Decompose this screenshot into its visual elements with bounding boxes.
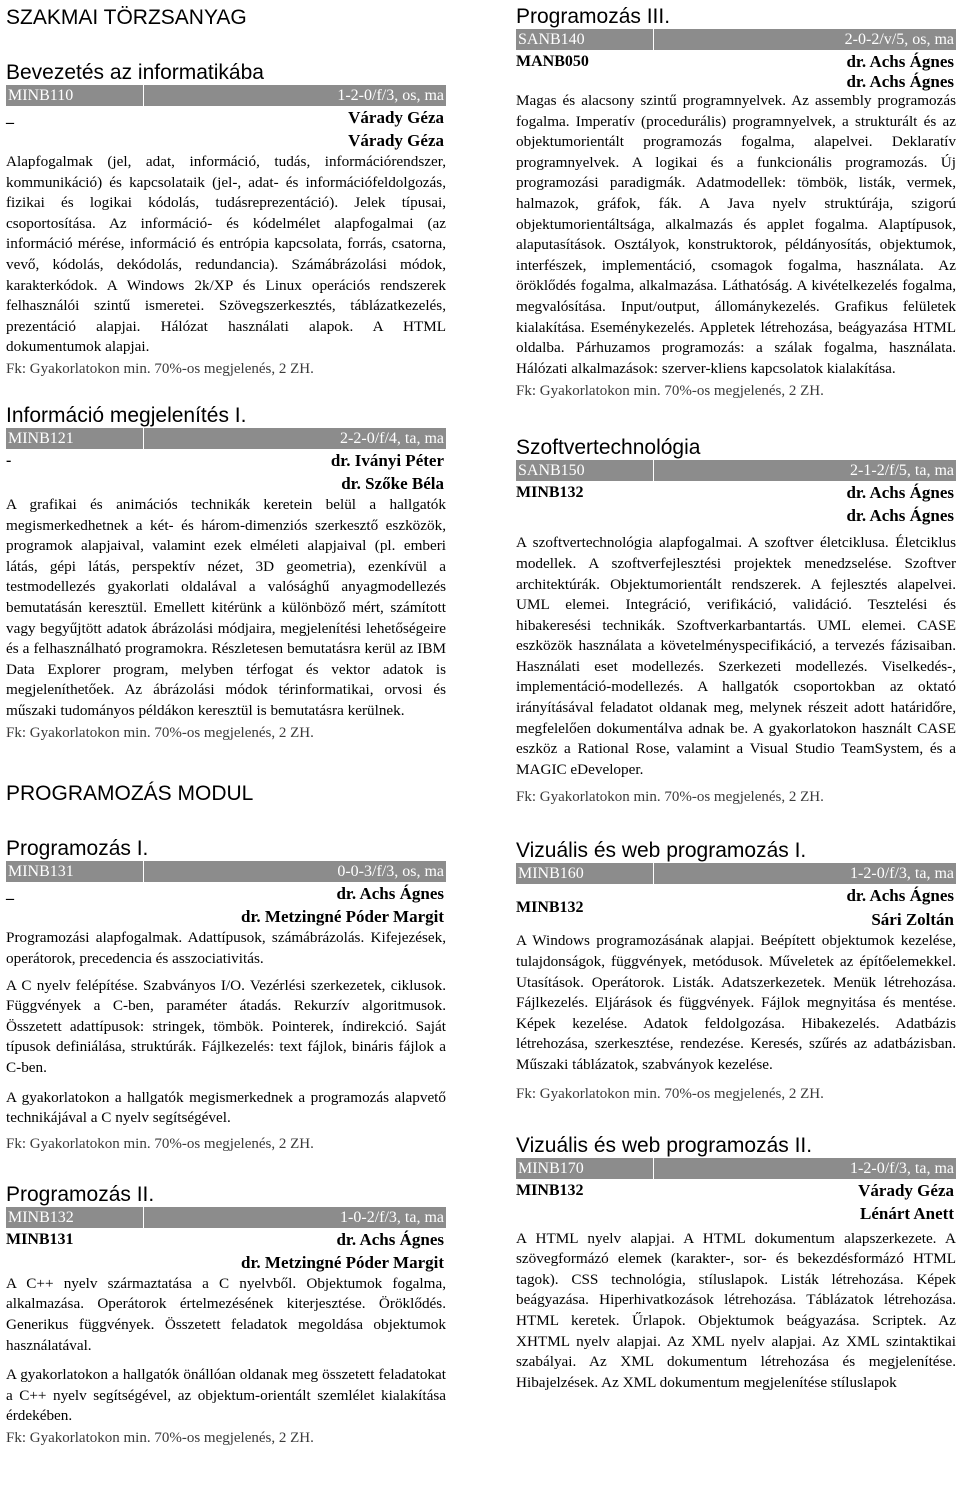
course-instructor-row — [6, 1251, 446, 1274]
course-prereq: MINB132 — [516, 1181, 584, 1199]
course-code-bar — [516, 863, 956, 884]
course-minb121 — [6, 403, 446, 745]
course-credit: 1-2-0/f/3, ta, ma — [850, 1159, 954, 1177]
course-credit: 1-2-0/f/3, os, ma — [337, 87, 444, 104]
course-description: A HTML nyelv alapjai. A HTML dokumentum alapszerkezete. A szövegformázó elemek (karakter-, sor- és bekezdésformázó HTML tagok). CSS technológia, stíluslapok. Listák létrehozása. Képek beágyazása. Hiperhivatkozások létrehozása. Táblázatok létrehozása. HTML keretek. Űrlapok. Objektumok beágyazása. Scriptek. Az XHTML nyelv alapjai. Az XML nyelv alapjai. Az XML szintaktikai szabályai. Az XML dokumentum létrehozása és megjelenítése. Hibajelzések. Az XML dokumentum megjelenítése stíluslapok — [516, 1229, 956, 1391]
course-instructor: Sári Zoltán — [871, 910, 954, 930]
course-code: MINB132 — [8, 1208, 74, 1226]
course-description: A Windows programozásának alapjai. Beépített objektumok kezelése, tulajdonságok, függvények, metódusok. Műveletek az építőelemekkel. Utasítások. Operátorok. Listák. Adatszerkezetek. Menük létrehozása. Fájlkezelés. Eljárások és függvények. Fájlok megnyitása és mentése. Képek kezelése. Adatok feldolgozása. Hibakezelés. Adatbázis létrehozása, szerkesztése, rendezése. Keresés, szűrés az adatbázisban. Műszaki táblázatok, szabványok kezelése. — [516, 932, 956, 1073]
course-credit: 1-2-0/f/3, ta, ma — [850, 865, 954, 883]
course-description: A grafikai és animációs technikák keretein belül a hallgatók megismerkedhetnek a két- és három-dimenziós szerkesztő eszközök, programok alapjaival, valamint ezek elméleti alapjaival (pl. emberi látás, gépi látás, perspektív nézet, 3D geometria), ezenkívül a testmodellezés gyakorlati oldalával a valósághű anyagmodellezés bemutatásán keresztül. Emellett kitérünk a különböző mért, számított vagy begyűjtött adatok ábrázolási módjaira, megjelenítési lehetőségeire és a felhasználható programokra. Részletesen bemutatásra kerül az IBM Data Explorer program, melyben térfogat és vektor adatok is megjeleníthetőek. Az ábrázolási módok térinformatikai, orvosi és műszaki tudományos példákon keresztül is bemutatásra kerülnek. — [6, 495, 446, 719]
course-instructor-row — [516, 73, 956, 91]
course-description: A C++ nyelv származtatása a C nyelvből. Objektumok fogalma, alkalmazása. Operátorok értelmezésének kiterjesztése. Öröklődés. Generikus függvények. Összetett feladatok megoldása objektumok használatával. — [6, 1274, 446, 1354]
course-code: MINB170 — [518, 1159, 584, 1177]
course-instructor-row — [516, 896, 956, 930]
course-instructor-row — [6, 129, 446, 152]
course-title: Információ megjelenítés I. — [6, 403, 247, 427]
course-instructor: Várady Géza — [348, 131, 444, 150]
course-minb170 — [516, 1133, 956, 1394]
course-prereq-row — [516, 481, 956, 504]
course-prereq: _ — [6, 109, 14, 126]
bar-divider — [653, 1158, 654, 1179]
course-title: Programozás II. — [6, 1182, 155, 1206]
course-title: Programozás I. — [6, 837, 149, 861]
course-code: SANB150 — [518, 462, 585, 480]
page-title: SZAKMAI TÖRZSANYAG — [6, 6, 247, 29]
course-code: MINB160 — [518, 865, 584, 883]
course-title: Vizuális és web programozás I. — [516, 839, 807, 863]
course-code: SANB140 — [518, 31, 585, 48]
course-requirement: Fk: Gyakorlatokon min. 70%-os megjelenés, 2 ZH. — [516, 383, 824, 400]
course-instructor: dr. Achs Ágnes — [846, 52, 954, 71]
course-description: Programozási alapfogalmak. Adattípusok, számábrázolás. Kifejezések, operátorok, precedencia és asszociativitás. — [6, 929, 446, 968]
course-instructor: dr. Achs Ágnes — [336, 1229, 444, 1249]
course-minb132 — [6, 1182, 446, 1449]
course-description: A szoftvertechnológia alapfogalmai. A szoftver életciklusa. Életciklus modellek. A szoftverfejlesztési projektek menedzselése. Szoftver architektúrák. Objektumorientált rendszerek. A fejlesztés alapelvei. UML elemei. Integráció, verifikáció, validáció. Tesztelési és hibakeresési technikák. Szoftverkarbantartás. UML elemei. CASE eszközök használata a követelményspecifikáció, a tervezés fázisaiban. Használati eset modellezés. Szerkezeti modellezés. Viselkedés-, implementáció-modellezés. A hallgatók csoportokban az oktató irányításával feladatot oldanak meg, melynek részeit adott határidőre, megfelelően dokumentálva adnak be. A gyakorlatokon használt CASE eszköz a Rational Rose, valamint a Visual Studio TeamSystem, és a MAGIC eDeveloper. — [516, 534, 956, 778]
course-prereq-row — [6, 882, 446, 905]
course-code-bar — [6, 428, 446, 449]
course-description: A C nyelv felépítése. Szabványos I/O. Vezérlési szerkezetek, ciklusok. Függvények a C-ben, paraméter átadás. Rekurzív algoritmusok. Összetett adattípusok: stringek, tömbök. Pointerek, índirekció. Saját típusok definiálása, struktúrák. Fájlkezelés: text fájlok, bináris fájlok a C-ben. — [6, 976, 446, 1077]
course-minb131 — [6, 836, 446, 1154]
course-requirement: Fk: Gyakorlatokon min. 70%-os megjelenés, 2 ZH. — [6, 360, 314, 377]
bar-divider — [143, 861, 144, 882]
course-credit: 0-0-3/f/3, os, ma — [337, 863, 444, 881]
right-column — [516, 0, 956, 1393]
course-code-bar — [516, 1158, 956, 1179]
course-requirement: Fk: Gyakorlatokon min. 70%-os megjelenés, 2 ZH. — [6, 725, 314, 742]
course-requirement: Fk: Gyakorlatokon min. 70%-os megjelenés, 2 ZH. — [6, 1429, 314, 1446]
course-code-bar — [6, 85, 446, 106]
course-title: Szoftvertechnológia — [516, 436, 701, 460]
course-instructor: dr. Iványi Péter — [330, 450, 444, 470]
course-minb110 — [6, 60, 446, 380]
course-instructor: dr. Metzingné Póder Margit — [240, 907, 444, 927]
course-instructor-row — [6, 905, 446, 928]
course-instructor: dr. Metzingné Póder Margit — [240, 1252, 444, 1272]
course-code-bar — [6, 861, 446, 882]
course-instructor: dr. Achs Ágnes — [846, 72, 954, 91]
course-title: Programozás III. — [516, 5, 671, 28]
course-code: MINB131 — [8, 863, 74, 881]
course-credit: 2-2-0/f/4, ta, ma — [340, 429, 444, 447]
module-title: PROGRAMOZÁS MODUL — [6, 782, 254, 806]
course-instructor: dr. Szőke Béla — [341, 473, 444, 493]
course-requirement: Fk: Gyakorlatokon min. 70%-os megjelenés, 2 ZH. — [516, 789, 824, 806]
course-instructor: dr. Achs Ágnes — [846, 886, 954, 906]
course-title: Bevezetés az informatikába — [6, 61, 264, 84]
course-requirement: Fk: Gyakorlatokon min. 70%-os megjelenés, 2 ZH. — [516, 1085, 824, 1102]
left-column — [6, 0, 446, 1449]
bar-divider — [143, 1207, 144, 1228]
course-prereq: MINB131 — [6, 1230, 74, 1248]
course-requirement: Fk: Gyakorlatokon min. 70%-os megjelenés, 2 ZH. — [6, 1135, 314, 1152]
course-code: MINB121 — [8, 429, 74, 447]
course-instructor-row — [516, 504, 956, 527]
course-prereq-row — [516, 1179, 956, 1202]
course-description: A gyakorlatokon a hallgatók önállóan oldanak meg összetett feladatokat a C++ nyelv segítségével, az objektum-orientált szemlélet kialakítása érdekében. — [6, 1366, 446, 1425]
course-prereq: MINB132 — [516, 484, 584, 502]
course-prereq-row — [6, 1228, 446, 1251]
course-minb160 — [516, 838, 956, 1104]
course-prereq-row — [516, 50, 956, 73]
course-sanb150 — [516, 435, 956, 808]
course-code-bar — [6, 1207, 446, 1228]
course-sanb140 — [516, 4, 956, 402]
course-instructor: Lénárt Anett — [860, 1203, 954, 1223]
course-instructor-row — [516, 1202, 956, 1225]
course-code-bar — [516, 29, 956, 50]
course-prereq: - — [6, 451, 12, 469]
course-instructor-row — [6, 472, 446, 495]
bar-divider — [653, 29, 654, 50]
course-instructor: dr. Achs Ágnes — [846, 483, 954, 503]
course-prereq: _ — [6, 885, 14, 903]
course-description: Alapfogalmak (jel, adat, információ, tudás, információrendszer, kommunikáció) és kapcsolataik (jel-, adat- és információfeldolgozás, fizikai és logikai kódolás, tudásreprezentáció). Jelek típusai, csoportosítása. Az információ- és kódelmélet alapfogalmai (az információ mérése, információ és entrópia kapcsolata, forrás, csatorna, vevő, kódolás, dekódolás, redundancia). Számábrázolási módok, karakterkódok. A Windows 2k/XP és Linux operációs rendszerek felhasználói szintű ismeretei. Szövegszerkesztés, táblázatkezelés, prezentáció alapjai. Hálózat használati alapok. A HTML dokumentumok alapjai. — [6, 153, 446, 356]
course-instructor: Várady Géza — [348, 108, 444, 127]
bar-divider — [143, 428, 144, 449]
course-instructor: Várady Géza — [858, 1180, 954, 1200]
course-instructor: dr. Achs Ágnes — [846, 506, 954, 526]
bar-divider — [143, 85, 144, 106]
course-description: A gyakorlatokon a hallgatók megismerkednek a programozás alapvető technikájával a C nyelv segítségével. — [6, 1088, 446, 1127]
course-credit: 2-1-2/f/5, ta, ma — [850, 462, 954, 480]
course-title: Vizuális és web programozás II. — [516, 1133, 813, 1157]
course-instructor: dr. Achs Ágnes — [336, 884, 444, 904]
course-credit: 2-0-2/v/5, os, ma — [844, 31, 954, 48]
course-credit: 1-0-2/f/3, ta, ma — [340, 1208, 444, 1226]
course-code: MINB110 — [8, 87, 74, 104]
course-prereq: MINB132 — [516, 899, 584, 917]
course-prereq: MANB050 — [516, 53, 589, 70]
bar-divider — [653, 863, 654, 884]
course-prereq-row — [6, 449, 446, 472]
course-code-bar — [516, 460, 956, 481]
course-prereq-row — [6, 106, 446, 129]
course-description: Magas és alacsony szintű programnyelvek. Az assembly programozás fogalma. Imperatív (procedurális) programnyelvek, a strukturált és az objektumorientált programozás fogalma, alapelvei. Deklaratív programnyelvek. A logikai és a funkcionális programozás. Új programozási paradigmák. Adatmodellek: tömbök, listák, vermek, halmazok, gráfok, fák. A Java nyelv struktúrája, szigorú objektumorientáltsága, alkalmazás és applet fogalma. Alaptípusok, alaputasítások. Osztályok, konstruktorok, példányosítás, objektumok, interfészek, implementáció, csomagok fogalma, használata. Az öröklődés fogalma, alkalmazása. Láthatóság. A kivételkezelés fogalma, megvalósítása. Input/output, állománykezelés. Grafikus felületek kialakítása. Eseménykezelés. Appletek létrehozása, beágyazása HTML oldalba. Párhuzamos programozás: a szálak fogalma, használata. Hálózati alkalmazások: szerver-kliens kapcsolatok kialakítása. — [516, 92, 956, 377]
bar-divider — [653, 460, 654, 481]
